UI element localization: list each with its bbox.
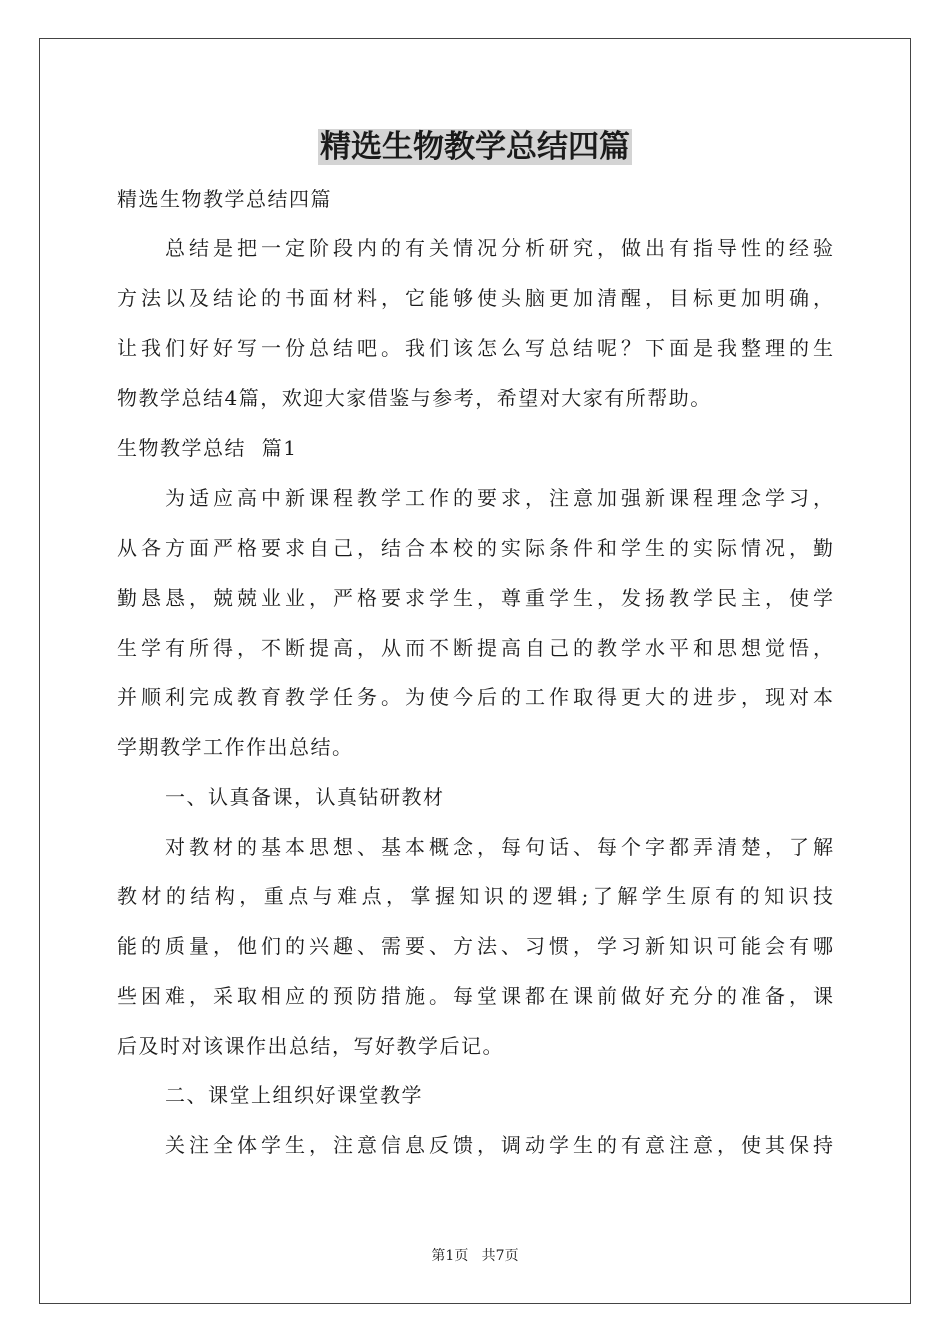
paragraph-line: 能的质量，他们的兴趣、需要、方法、习惯，学习新知识可能会有哪 [117, 934, 833, 958]
paragraph-line: 物教学总结4篇，欢迎大家借鉴与参考，希望对大家有所帮助。 [117, 386, 712, 410]
paragraph-line: 生学有所得，不断提高，从而不断提高自己的教学水平和思想觉悟， [117, 636, 833, 660]
paragraph-line: 总结是把一定阶段内的有关情况分析研究，做出有指导性的经验 [165, 236, 833, 260]
document-title-text: 精选生物教学总结四篇 [320, 129, 630, 165]
document-subtitle: 精选生物教学总结四篇 [117, 187, 332, 211]
paragraph-line: 后及时对该课作出总结，写好教学后记。 [117, 1034, 504, 1058]
document-title [117, 127, 833, 167]
paragraph-line: 为适应高中新课程教学工作的要求，注意加强新课程理念学习， [165, 486, 833, 510]
subsection-heading: 一、认真备课，认真钻研教材 [165, 785, 445, 809]
page-footer: 第1页 共7页 [431, 1248, 519, 1264]
paragraph-line: 方法以及结论的书面材料，它能够使头脑更加清醒，目标更加明确， [117, 286, 833, 310]
paragraph-line: 些困难，采取相应的预防措施。每堂课都在课前做好充分的准备，课 [117, 984, 833, 1008]
section-heading: 生物教学总结 篇1 [117, 436, 298, 460]
paragraph-line: 让我们好好写一份总结吧。我们该怎么写总结呢？下面是我整理的生 [117, 336, 833, 360]
subsection-heading: 二、课堂上组织好课堂教学 [165, 1083, 423, 1107]
paragraph-line: 从各方面严格要求自己，结合本校的实际条件和学生的实际情况，勤 [117, 536, 833, 560]
paragraph-line: 并顺利完成教育教学任务。为使今后的工作取得更大的进步，现对本 [117, 685, 833, 709]
paragraph-line: 对教材的基本思想、基本概念，每句话、每个字都弄清楚，了解 [165, 835, 833, 859]
paragraph-line: 学期教学工作作出总结。 [117, 735, 354, 759]
paragraph-line: 勤恳恳，兢兢业业，严格要求学生，尊重学生，发扬教学民主，使学 [117, 586, 833, 610]
page-border [39, 38, 911, 1304]
paragraph-line: 关注全体学生，注意信息反馈，调动学生的有意注意，使其保持 [165, 1133, 833, 1157]
paragraph-line: 教材的结构，重点与难点，掌握知识的逻辑;了解学生原有的知识技 [117, 884, 833, 908]
